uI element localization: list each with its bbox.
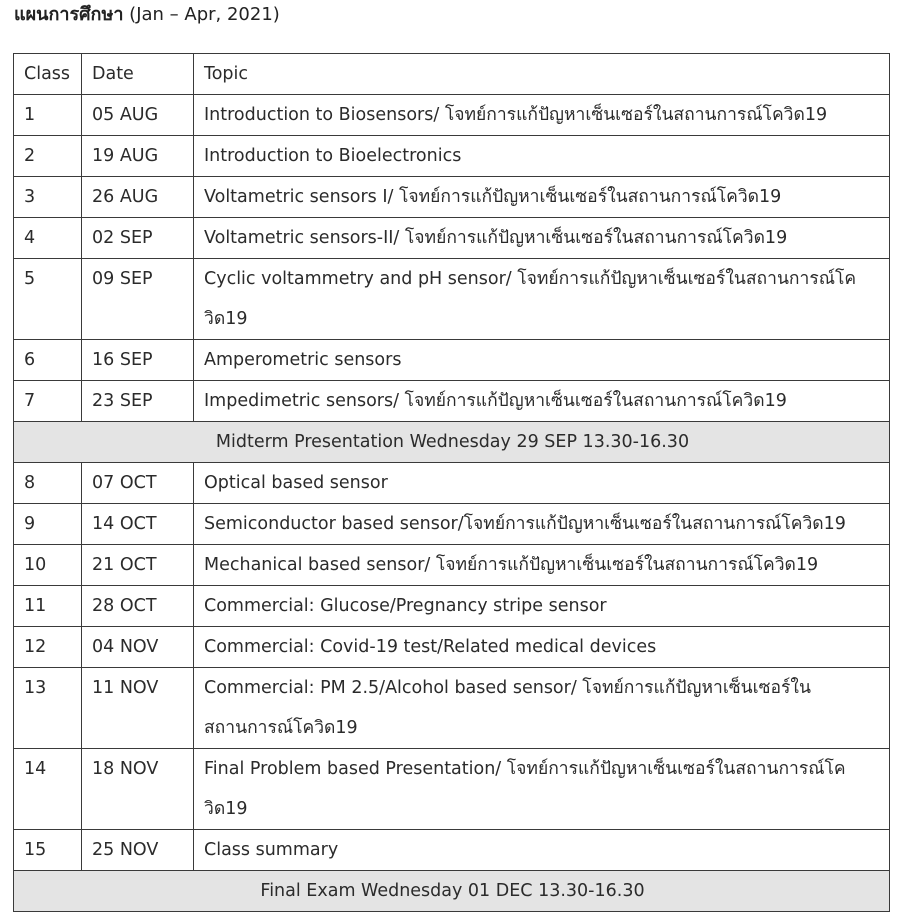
class-number: 3: [14, 177, 82, 218]
class-date: 05 AUG: [82, 95, 194, 136]
midterm-presentation: Midterm Presentation Wednesday 29 SEP 13.30-16.30: [14, 422, 890, 463]
final-exam-row: [14, 871, 890, 912]
class-number: 12: [14, 627, 82, 668]
class-topic: Class summary: [194, 830, 890, 871]
table-row: [14, 749, 890, 830]
table-row: [14, 381, 890, 422]
class-topic: Commercial: PM 2.5/Alcohol based sensor/ โจทย์การแก้ปัญหาเซ็นเซอร์ในสถานการณ์โควิด19: [194, 668, 890, 749]
title-thai: แผนการศึกษา: [14, 4, 124, 25]
class-number: 4: [14, 218, 82, 259]
page-title: [14, 2, 280, 28]
class-number: 2: [14, 136, 82, 177]
class-date: 25 NOV: [82, 830, 194, 871]
class-number: 8: [14, 463, 82, 504]
table-row: [14, 177, 890, 218]
class-topic: Cyclic voltammetry and pH sensor/ โจทย์การแก้ปัญหาเซ็นเซอร์ในสถานการณ์โควิด19: [194, 259, 890, 340]
class-date: 16 SEP: [82, 340, 194, 381]
table-row: [14, 259, 890, 340]
class-number: 10: [14, 545, 82, 586]
class-number: 9: [14, 504, 82, 545]
class-number: 1: [14, 95, 82, 136]
table-row: [14, 340, 890, 381]
table-row: [14, 830, 890, 871]
class-number: 14: [14, 749, 82, 830]
class-date: 26 AUG: [82, 177, 194, 218]
class-number: 7: [14, 381, 82, 422]
class-date: 04 NOV: [82, 627, 194, 668]
class-topic: Mechanical based sensor/ โจทย์การแก้ปัญหาเซ็นเซอร์ในสถานการณ์โควิด19: [194, 545, 890, 586]
class-topic: Semiconductor based sensor/โจทย์การแก้ปัญหาเซ็นเซอร์ในสถานการณ์โควิด19: [194, 504, 890, 545]
table-row: [14, 504, 890, 545]
class-date: 28 OCT: [82, 586, 194, 627]
class-topic: Introduction to Bioelectronics: [194, 136, 890, 177]
schedule-table: [13, 53, 890, 912]
header-date: Date: [82, 54, 194, 95]
midterm-row: [14, 422, 890, 463]
class-date: 19 AUG: [82, 136, 194, 177]
class-topic: Voltametric sensors I/ โจทย์การแก้ปัญหาเซ็นเซอร์ในสถานการณ์โควิด19: [194, 177, 890, 218]
class-date: 21 OCT: [82, 545, 194, 586]
table-row: [14, 136, 890, 177]
class-date: 07 OCT: [82, 463, 194, 504]
class-topic: Commercial: Glucose/Pregnancy stripe sensor: [194, 586, 890, 627]
table-row: [14, 668, 890, 749]
table-row: [14, 545, 890, 586]
class-topic: Introduction to Biosensors/ โจทย์การแก้ปัญหาเซ็นเซอร์ในสถานการณ์โควิด19: [194, 95, 890, 136]
class-topic: Impedimetric sensors/ โจทย์การแก้ปัญหาเซ็นเซอร์ในสถานการณ์โควิด19: [194, 381, 890, 422]
header-class: Class: [14, 54, 82, 95]
class-topic: Final Problem based Presentation/ โจทย์การแก้ปัญหาเซ็นเซอร์ในสถานการณ์โควิด19: [194, 749, 890, 830]
class-date: 11 NOV: [82, 668, 194, 749]
class-date: 02 SEP: [82, 218, 194, 259]
class-topic: Optical based sensor: [194, 463, 890, 504]
class-date: 18 NOV: [82, 749, 194, 830]
header-row: [14, 54, 890, 95]
final-exam: Final Exam Wednesday 01 DEC 13.30-16.30: [14, 871, 890, 912]
table-row: [14, 463, 890, 504]
class-topic: Commercial: Covid-19 test/Related medical devices: [194, 627, 890, 668]
class-number: 15: [14, 830, 82, 871]
table-row: [14, 586, 890, 627]
table-row: [14, 627, 890, 668]
class-number: 5: [14, 259, 82, 340]
class-date: 23 SEP: [82, 381, 194, 422]
class-topic: Amperometric sensors: [194, 340, 890, 381]
class-date: 09 SEP: [82, 259, 194, 340]
class-topic: Voltametric sensors-II/ โจทย์การแก้ปัญหาเซ็นเซอร์ในสถานการณ์โควิด19: [194, 218, 890, 259]
header-topic: Topic: [194, 54, 890, 95]
table-row: [14, 95, 890, 136]
table-row: [14, 218, 890, 259]
class-number: 11: [14, 586, 82, 627]
class-number: 13: [14, 668, 82, 749]
title-english: (Jan – Apr, 2021): [129, 4, 280, 25]
class-date: 14 OCT: [82, 504, 194, 545]
class-number: 6: [14, 340, 82, 381]
